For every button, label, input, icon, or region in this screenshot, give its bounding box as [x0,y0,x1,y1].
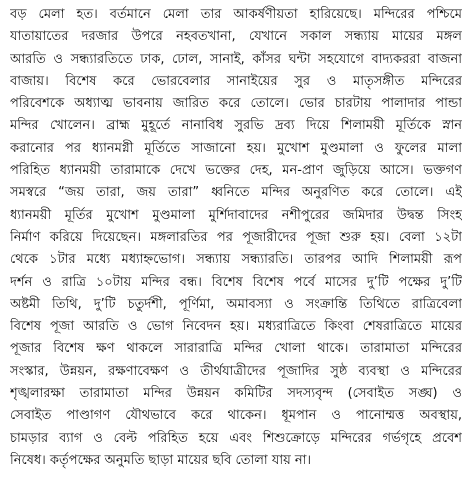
text-line: নিষেধ। কর্তৃপক্ষের অনুমতি ছাড়া মায়ের ছবি তোলা যায় না। [10,452,312,468]
text-line: সমস্বরে “জয় তারা, জয় তারা” ধ্বনিতে মন্দির অনুরণিত করে তোলে। এই [10,185,462,201]
text-line: দর্শন ও রাত্রি ১০টায় মন্দির বন্ধ। বিশেষ বিশেষ পর্বে মাসের দু’টি পক্ষের দু’টি [10,274,462,290]
text-line: শৃঙ্খলারক্ষা তারামাতা মন্দির উন্নয়ন কমিটির সদস্যবৃন্দ (সেবাইত সঙ্ঘ) ও [10,386,462,402]
body-text [10,4,462,472]
text-line: নির্মাণ করিয়ে দিয়েছেন। মঙ্গলারতির পর পূজারীদের পূজা শুরু হয়। বেলা ১২টা [10,229,462,245]
text-line: সংস্কার, উন্নয়ন, রক্ষণাবেক্ষণ ও তীর্থযাত্রীদের পূজাদির সুষ্ঠ ব্যবস্থা ও মন্দিরের [10,363,462,379]
text-line: বড় মেলা হত। বর্তমানে মেলা তার আকর্ষণীয়তা হারিয়েছে। মন্দিরের পশ্চিমে [10,7,462,22]
text-line: আরতি ও সন্ধ্যারতিতে ঢাক, ঢোল, সানাই, কাঁসর ঘন্টা সহযোগে বাদ্যকররা বাজনা [10,51,462,67]
text-line: যাতায়াতের দরজার উপরে নহবতখানা, যেখানে সকাল সন্ধ্যায় মায়ের মঙ্গল [10,29,462,45]
text-line: পরিবেশকে অধ্যাত্ম ভাবনায় জারিত করে তোলে। ভোর চারটায় পালাদার পান্ডা [10,96,462,112]
text-line: থেকে ১টার মধ্যে মধ্যাহ্নভোগ। সন্ধ্যায় সন্ধ্যারতি। তারপর আদি শিলাময়ী রূপ [10,252,462,268]
text-line: মন্দির খোলেন। ব্রাহ্ম মুহূর্তে নানাবিধ সুরভি দ্রব্য দিয়ে শিলাময়ী মূর্তিকে স্নান [10,118,462,134]
text-line: চামড়ার ব্যাগ ও বেল্ট পরিহিত হয়ে এবং শিশুক্রোড়ে মন্দিরের গর্ভগৃহে প্রবেশ [10,430,462,446]
text-line: পূজার বিশেষ ক্ষণ থাকলে সারারাত্রি মন্দির খোলা থাকে। তারামাতা মন্দিরের [10,341,462,357]
text-line: অষ্টমী তিথি, দু’টি চতুর্দশী, পূর্ণিমা, অমাবস্যা ও সংক্রান্তি তিথিতে রাত্রিবেলা [10,296,462,312]
text-line: পরিহিত ধ্যানময়ী তারামাকে দেখে ভক্তের দেহ, মন-প্রাণ জুড়িয়ে আসে। ভক্তগণ [10,163,462,179]
text-line: করানোর পর ধ্যানমগ্নী মূর্তিতে সাজানো হয়। মুখোশ মুণ্ডমালা ও ফুলের মালা [10,140,462,156]
text-line: সেবাইত পাণ্ডাগণ যৌথভাবে করে থাকেন। ধূমপান ও পানোম্মত্ত অবস্থায়, [10,408,462,424]
text-line: বাজায়। বিশেষ করে ভোরবেলার সানাইয়ের সুর ও মাতৃসঙ্গীত মন্দিরের [10,73,462,89]
text-line: বিশেষ পূজা আরতি ও ভোগ নিবেদন হয়। মধ্যরাত্রিতে কিংবা শেষরাত্রিতে মায়ের [10,319,462,335]
text-line: ধ্যানময়ী মূর্তির মুখোশ মুণ্ডমালা মুর্শিদাবাদের নশীপুরের জমিদার উদ্বন্ত সিংহ [10,207,462,223]
